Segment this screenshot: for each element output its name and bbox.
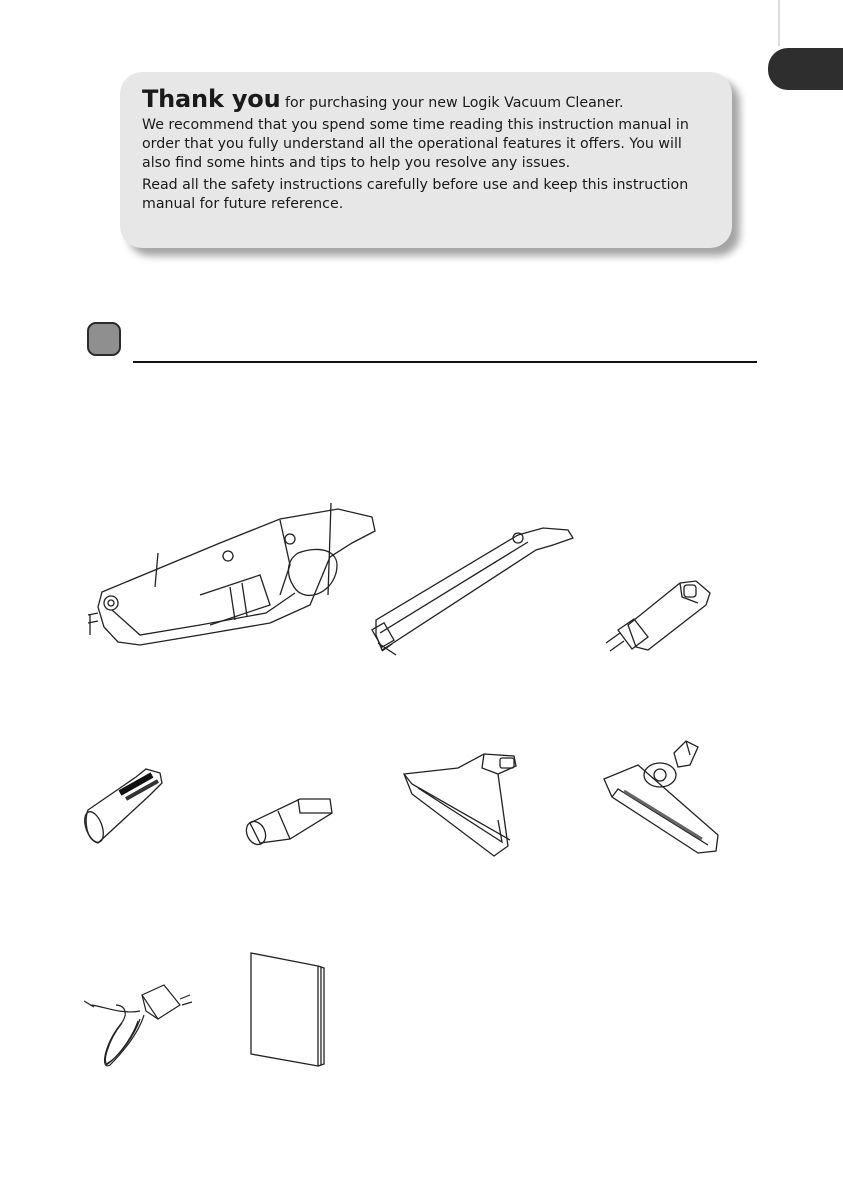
- extension-tube-icon: [368, 525, 578, 660]
- language-tab: [768, 48, 843, 90]
- charger-adaptor-icon: [80, 975, 195, 1070]
- wide-nozzle-icon: [398, 740, 538, 860]
- handheld-vacuum-icon: [80, 495, 380, 660]
- intro-box: [120, 72, 732, 248]
- intro-first-line: [142, 85, 710, 113]
- intro-title: Thank you: [142, 85, 281, 113]
- crevice-tool-icon: [80, 765, 175, 850]
- motorised-floor-brush-icon: [598, 735, 728, 860]
- section-number-badge: [87, 322, 121, 356]
- intro-paragraph-1: We recommend that you spend some time reading this instruction manual in order that you fully understand all the operational features it offers. You will also find some hints and tips to help you resolve any issues.: [142, 117, 689, 171]
- floor-brush-adaptor-icon: [598, 575, 718, 660]
- instruction-manual-icon: [248, 950, 328, 1070]
- intro-paragraph-2: Read all the safety instructions carefully before use and keep this instruction manual for future reference.: [142, 177, 689, 212]
- upholstery-tool-icon: [238, 785, 338, 850]
- intro-title-rest: for purchasing your new Logik Vacuum Cleaner.: [280, 95, 624, 111]
- section-heading-rule: [133, 361, 757, 363]
- corner-rule: [778, 0, 780, 46]
